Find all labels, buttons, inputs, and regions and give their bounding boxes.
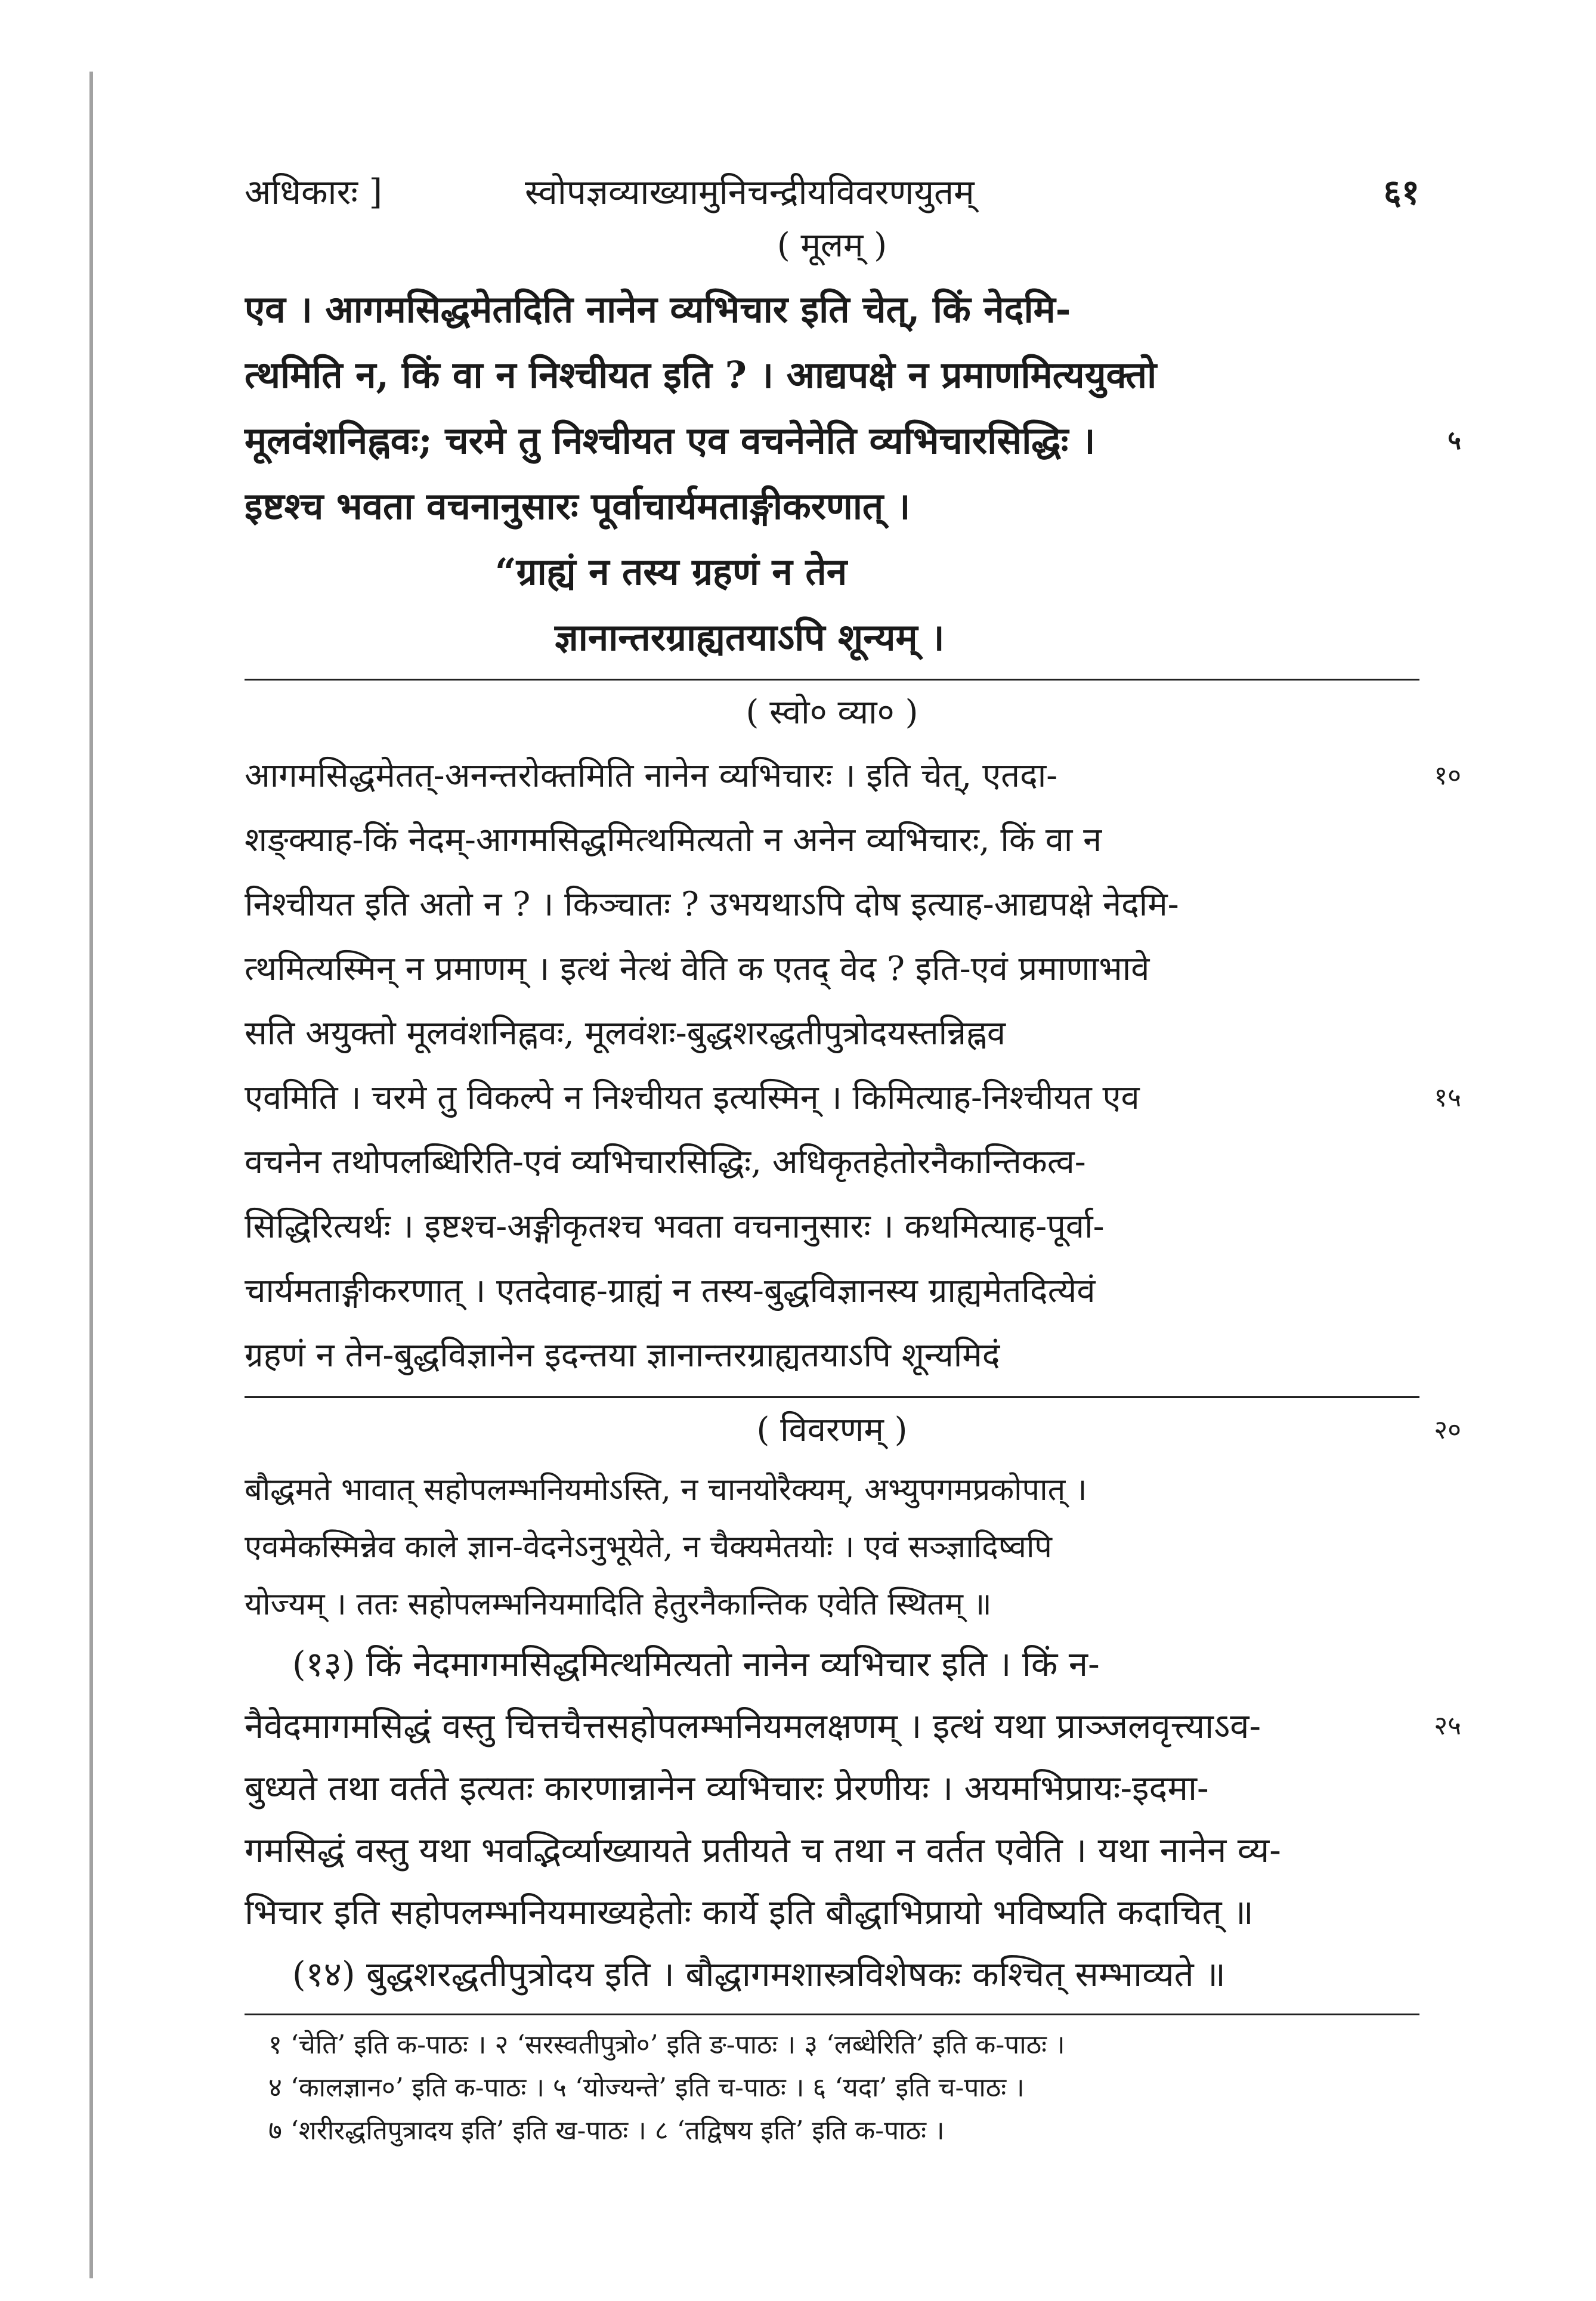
section-13 <box>245 1633 1461 1943</box>
footnote-line: ४ ‘कालज्ञान०’ इति क-पाठः । ५ ‘योज्यन्ते’ इति च-पाठः । ६ ‘यदा’ इति च-पाठः । <box>268 2073 1025 2103</box>
text-line: एवमेकस्मिन्नेव काले ज्ञान-वेदनेऽनुभूयेते, न चैक्यमेतयोः । एवं सञ्ज्ञादिष्वपि <box>245 1529 1052 1565</box>
section-divider <box>245 679 1419 681</box>
commentary-text <box>245 744 1461 1388</box>
text-line: (१४) बुद्धशरद्धतीपुत्रोदय इति । बौद्धागमशास्त्रविशेषकः कश्चित् सम्भाव्यते ॥ <box>292 1954 1226 1994</box>
text-line: सति अयुक्तो मूलवंशनिह्नवः, मूलवंशः-बुद्धशरद्धतीपुत्रोदयस्तन्निह्नव <box>245 1014 1006 1053</box>
text-line: ग्रहणं न तेन-बुद्धविज्ञानेन इदन्तया ज्ञानान्तरग्राह्यतयाऽपि शून्यमिदं <box>245 1336 1000 1375</box>
text-line: इष्टश्च भवता वचनानुसारः पूर्वाचार्यमताङ्गीकरणात् । <box>245 484 911 528</box>
line-number: ५ <box>1447 425 1461 456</box>
line-number: २५ <box>1434 1711 1461 1741</box>
text-line: शङ्क्याह-किं नेदम्-आगमसिद्धमित्थमित्यतो न अनेन व्यभिचारः, किं वा न <box>245 821 1102 859</box>
footnote-line: ७ ‘शरीरद्धतिपुत्रादय इति’ इति ख-पाठः । ८ ‘तद्विषय इति’ इति क-पाठः । <box>268 2116 945 2146</box>
line-number: १५ <box>1434 1083 1461 1113</box>
text-line: भिचार इति सहोपलम्भनियमाख्यहेतोः कार्ये इति बौद्धाभिप्रायो भविष्यति कदाचित् ॥ <box>245 1892 1254 1932</box>
section-divider <box>245 1396 1419 1398</box>
header-title: स्वोपज्ञव्याख्यामुनिचन्द्रीयविवरणयुतम् <box>525 172 975 212</box>
footnote-divider <box>245 2014 1419 2015</box>
page <box>245 149 1461 2152</box>
text-line: नैवेदमागमसिद्धं वस्तु चित्तचैत्तसहोपलम्भनियमलक्षणम् । इत्थं यथा प्राञ्जलवृत्त्याऽव- २५ <box>245 1695 1419 1757</box>
text-line: वचनेन तथोपलब्धिरिति-एवं व्यभिचारसिद्धिः, अधिकृतहेतोरनैकान्तिकत्व- <box>245 1143 1086 1182</box>
page-number: ६१ <box>1383 172 1419 212</box>
mula-heading: ( मूलम् ) <box>777 226 887 265</box>
text-line: (१३) किं नेदमागमसिद्धमित्थमित्यतो नानेन व्यभिचार इति । किं न- <box>292 1644 1100 1684</box>
text-line: योज्यम् । ततः सहोपलम्भनियमादिति हेतुरनैकान्तिक एवेति स्थितम् ॥ <box>245 1586 992 1622</box>
verse-line: ज्ञानान्तरग्राह्यतयाऽपि शून्यम् । <box>555 616 945 659</box>
verse-quote <box>245 539 1419 670</box>
vivarana-heading-text: ( विवरणम् ) <box>756 1411 908 1449</box>
text-line: एवमिति । चरमे तु विकल्पे न निश्चीयत इत्यस्मिन् । किमित्याह-निश्चीयत एव १५ <box>245 1066 1419 1130</box>
text-line: बुध्यते तथा वर्तते इत्यतः कारणान्नानेन व्यभिचारः प्रेरणीयः । अयमभिप्रायः-इदमा- <box>245 1768 1209 1808</box>
running-header <box>245 149 1419 215</box>
vivarana-heading <box>245 1406 1461 1454</box>
commentary-heading: ( स्वो० व्या० ) <box>746 693 918 732</box>
footnotes <box>245 2024 1419 2152</box>
text-line: एव । आगमसिद्धमेतदिति नानेन व्यभिचार इति चेत्, किं नेदमि- <box>245 287 1071 331</box>
scan-edge-line <box>89 72 93 2278</box>
text-line: बौद्धमते भावात् सहोपलम्भनियमोऽस्ति, न चानयोरैक्यम्, अभ्युपगमप्रकोपात् । <box>245 1472 1087 1508</box>
vivarana-text <box>245 1461 1419 1633</box>
section-14 <box>245 1943 1419 2005</box>
verse-line: “ग्राह्यं न तस्य ग्रहणं न तेन <box>495 550 848 593</box>
text-line: त्थमित्यस्मिन् न प्रमाणम् । इत्थं नेत्थं वेति क एतद् वेद ? इति-एवं प्रमाणाभावे <box>245 950 1150 988</box>
text-line: निश्चीयत इति अतो न ? । किञ्चातः ? उभयथाऽपि दोष इत्याह-आद्यपक्षे नेदमि- <box>245 885 1179 924</box>
footnote-line: १ ‘चेति’ इति क-पाठः । २ ‘सरस्वतीपुत्रो०’ इति ङ-पाठः । ३ ‘लब्धेरिति’ इति क-पाठः । <box>268 2030 1065 2060</box>
text-line: मूलवंशनिह्नवः; चरमे तु निश्चीयत एव वचनेनेति व्यभिचारसिद्धिः । ५ <box>245 408 1419 474</box>
mula-text <box>245 277 1461 539</box>
text-line: चार्यमताङ्गीकरणात् । एतदेवाह-ग्राह्यं न तस्य-बुद्धविज्ञानस्य ग्राह्यमेतदित्येवं <box>245 1272 1096 1310</box>
line-number: १० <box>1434 760 1461 791</box>
text-line: सिद्धिरित्यर्थः । इष्टश्च-अङ्गीकृतश्च भवता वचनानुसारः । कथमित्याह-पूर्वा- <box>245 1207 1105 1246</box>
text-line: आगमसिद्धमेतत्-अनन्तरोक्तमिति नानेन व्यभिचारः । इति चेत्, एतदा- १० <box>245 744 1419 808</box>
header-chapter: अधिकारः ] <box>245 172 383 212</box>
line-number: २० <box>1434 1415 1461 1445</box>
text-line: त्थमिति न, किं वा न निश्चीयत इति ? । आद्यपक्षे न प्रमाणमित्ययुक्तो <box>245 353 1157 397</box>
text-line: गमसिद्धं वस्तु यथा भवद्भिर्व्याख्यायते प्रतीयते च तथा न वर्तत एवेति । यथा नानेन व्य- <box>245 1830 1281 1870</box>
